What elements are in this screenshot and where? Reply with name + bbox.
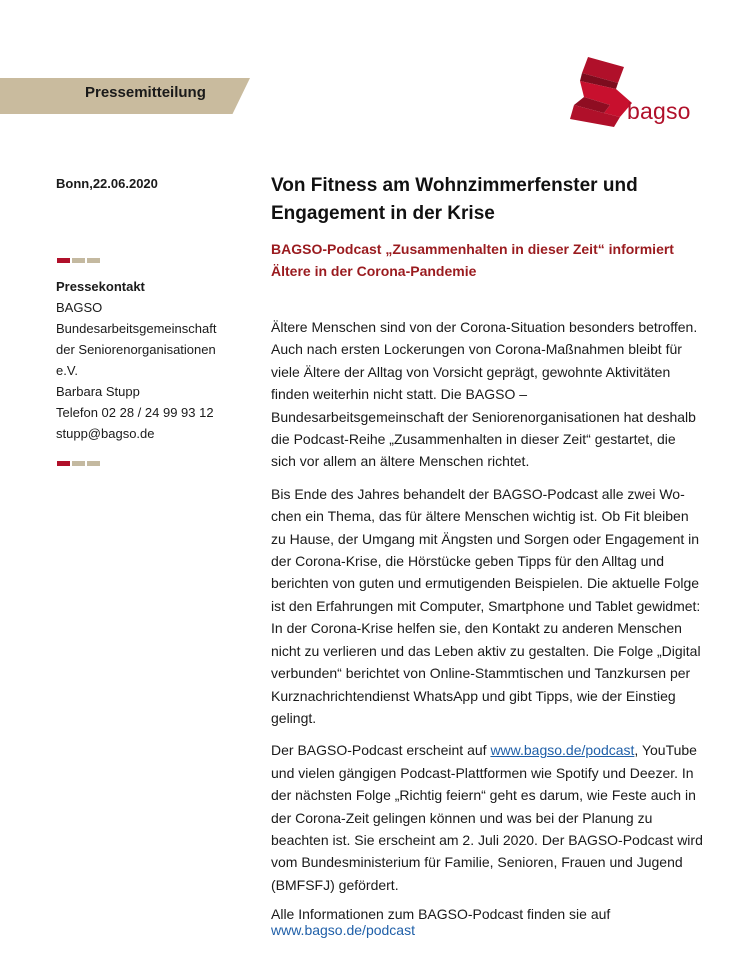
divider-marks (57, 461, 100, 466)
contact-line: Barbara Stupp (56, 384, 140, 399)
closing-text: Alle Informationen zum BAGSO-Podcast finden sie auf (271, 906, 611, 923)
headline-line: Engagement in der Krise (271, 203, 495, 224)
contact-label: Pressekontakt (56, 279, 145, 294)
headline-line: Von Fitness am Wohnzimmerfenster und (271, 175, 638, 196)
article-subheadline (271, 238, 703, 282)
contact-line: BAGSO (56, 300, 103, 315)
subhead-line: BAGSO-Podcast „Zusammenhalten in dieser Zeit“ informiert (271, 241, 674, 257)
paragraph (271, 739, 703, 896)
article-headline (271, 172, 703, 228)
paragraph-text: Der BAGSO-Podcast erscheint auf (271, 742, 491, 759)
press-date: Bonn,22.06.2020 (56, 176, 158, 191)
paragraph: Ältere Menschen sind von der Corona-Situation besonders betroffen. Auch nach ersten Lockerungen von Corona-Maßnahmen bleibt für viele Ältere der Alltag von Vorsicht geprägt, gewohnte Aktivitäten finden weiterhin nicht statt. Die BAGSO – Bundesarbeitsgemeinschaft der Seniorenorganisationen hat deshalb die Podcast-Reihe „Zusammenhalten in dieser Zeit“ gestartet, die sich vor allem an ältere Menschen richtet. (271, 319, 698, 470)
subhead-line: Ältere in der Corona-Pandemie (271, 263, 477, 279)
paragraph-text: Bis Ende des Jahres behandelt der BAGSO-Podcast alle zwei Wochen ein Thema, das für ältere Menschen wichtig ist. Ob Fit bleiben zu Hause, der Umgang mit Ängsten und Sorgen oder Engagement in der Corona-Krise, die Hörstücke geben Tipps für den Alltag und berichten von guten und ermutigenden Beispielen. Die aktuelle Folge ist den Erfahrungen mit Computer, Smartphone und Tablet gewidmet: In der Corona-Krise helfen sie, den Kontakt zu anderen Menschen nicht zu verlieren und das Leben aktiv zu gestalten. Die Folge „Digital verbunden“ berichtet von Online-Stammtischen und Tanzkursen per Kurznachrichtendienst WhatsApp und gibt Tipps, wie der Einstieg gelingt. (271, 485, 701, 726)
logo-wordmark: bagso (627, 98, 691, 124)
press-contact (56, 276, 236, 444)
contact-line: e.V. (56, 363, 78, 378)
paragraph-text: , YouTube und vielen gängigen Podcast-Plattformen wie Spotify und Deezer. In der nächsten Folge „Richtig feiern“ geht es darum, wie Feste auch in der Corona-Zeit gelingen können und was bei der Planung zu beachten ist. Sie erscheint am 2. Juli 2020. Der BAGSO-Podcast wird vom Bundesministerium für Familie, Senioren, Frauen und Jugend (BMFSFJ) gefördert. (271, 742, 703, 893)
contact-line: Telefon 02 28 / 24 99 93 12 (56, 405, 214, 420)
article-body (271, 316, 703, 948)
closing-paragraph (271, 906, 703, 938)
podcast-link[interactable]: www.bagso.de/podcast (490, 742, 635, 759)
contact-line: Bundesarbeitsgemeinschaft (56, 321, 217, 336)
paragraph (271, 483, 703, 729)
contact-email: stupp@bagso.de (56, 426, 155, 441)
banner-label: Pressemitteilung (85, 84, 206, 101)
contact-line: der Seniorenorganisationen (56, 342, 216, 357)
divider-marks (57, 258, 100, 263)
closing-podcast-link[interactable]: www.bagso.de/podcast (271, 922, 415, 939)
